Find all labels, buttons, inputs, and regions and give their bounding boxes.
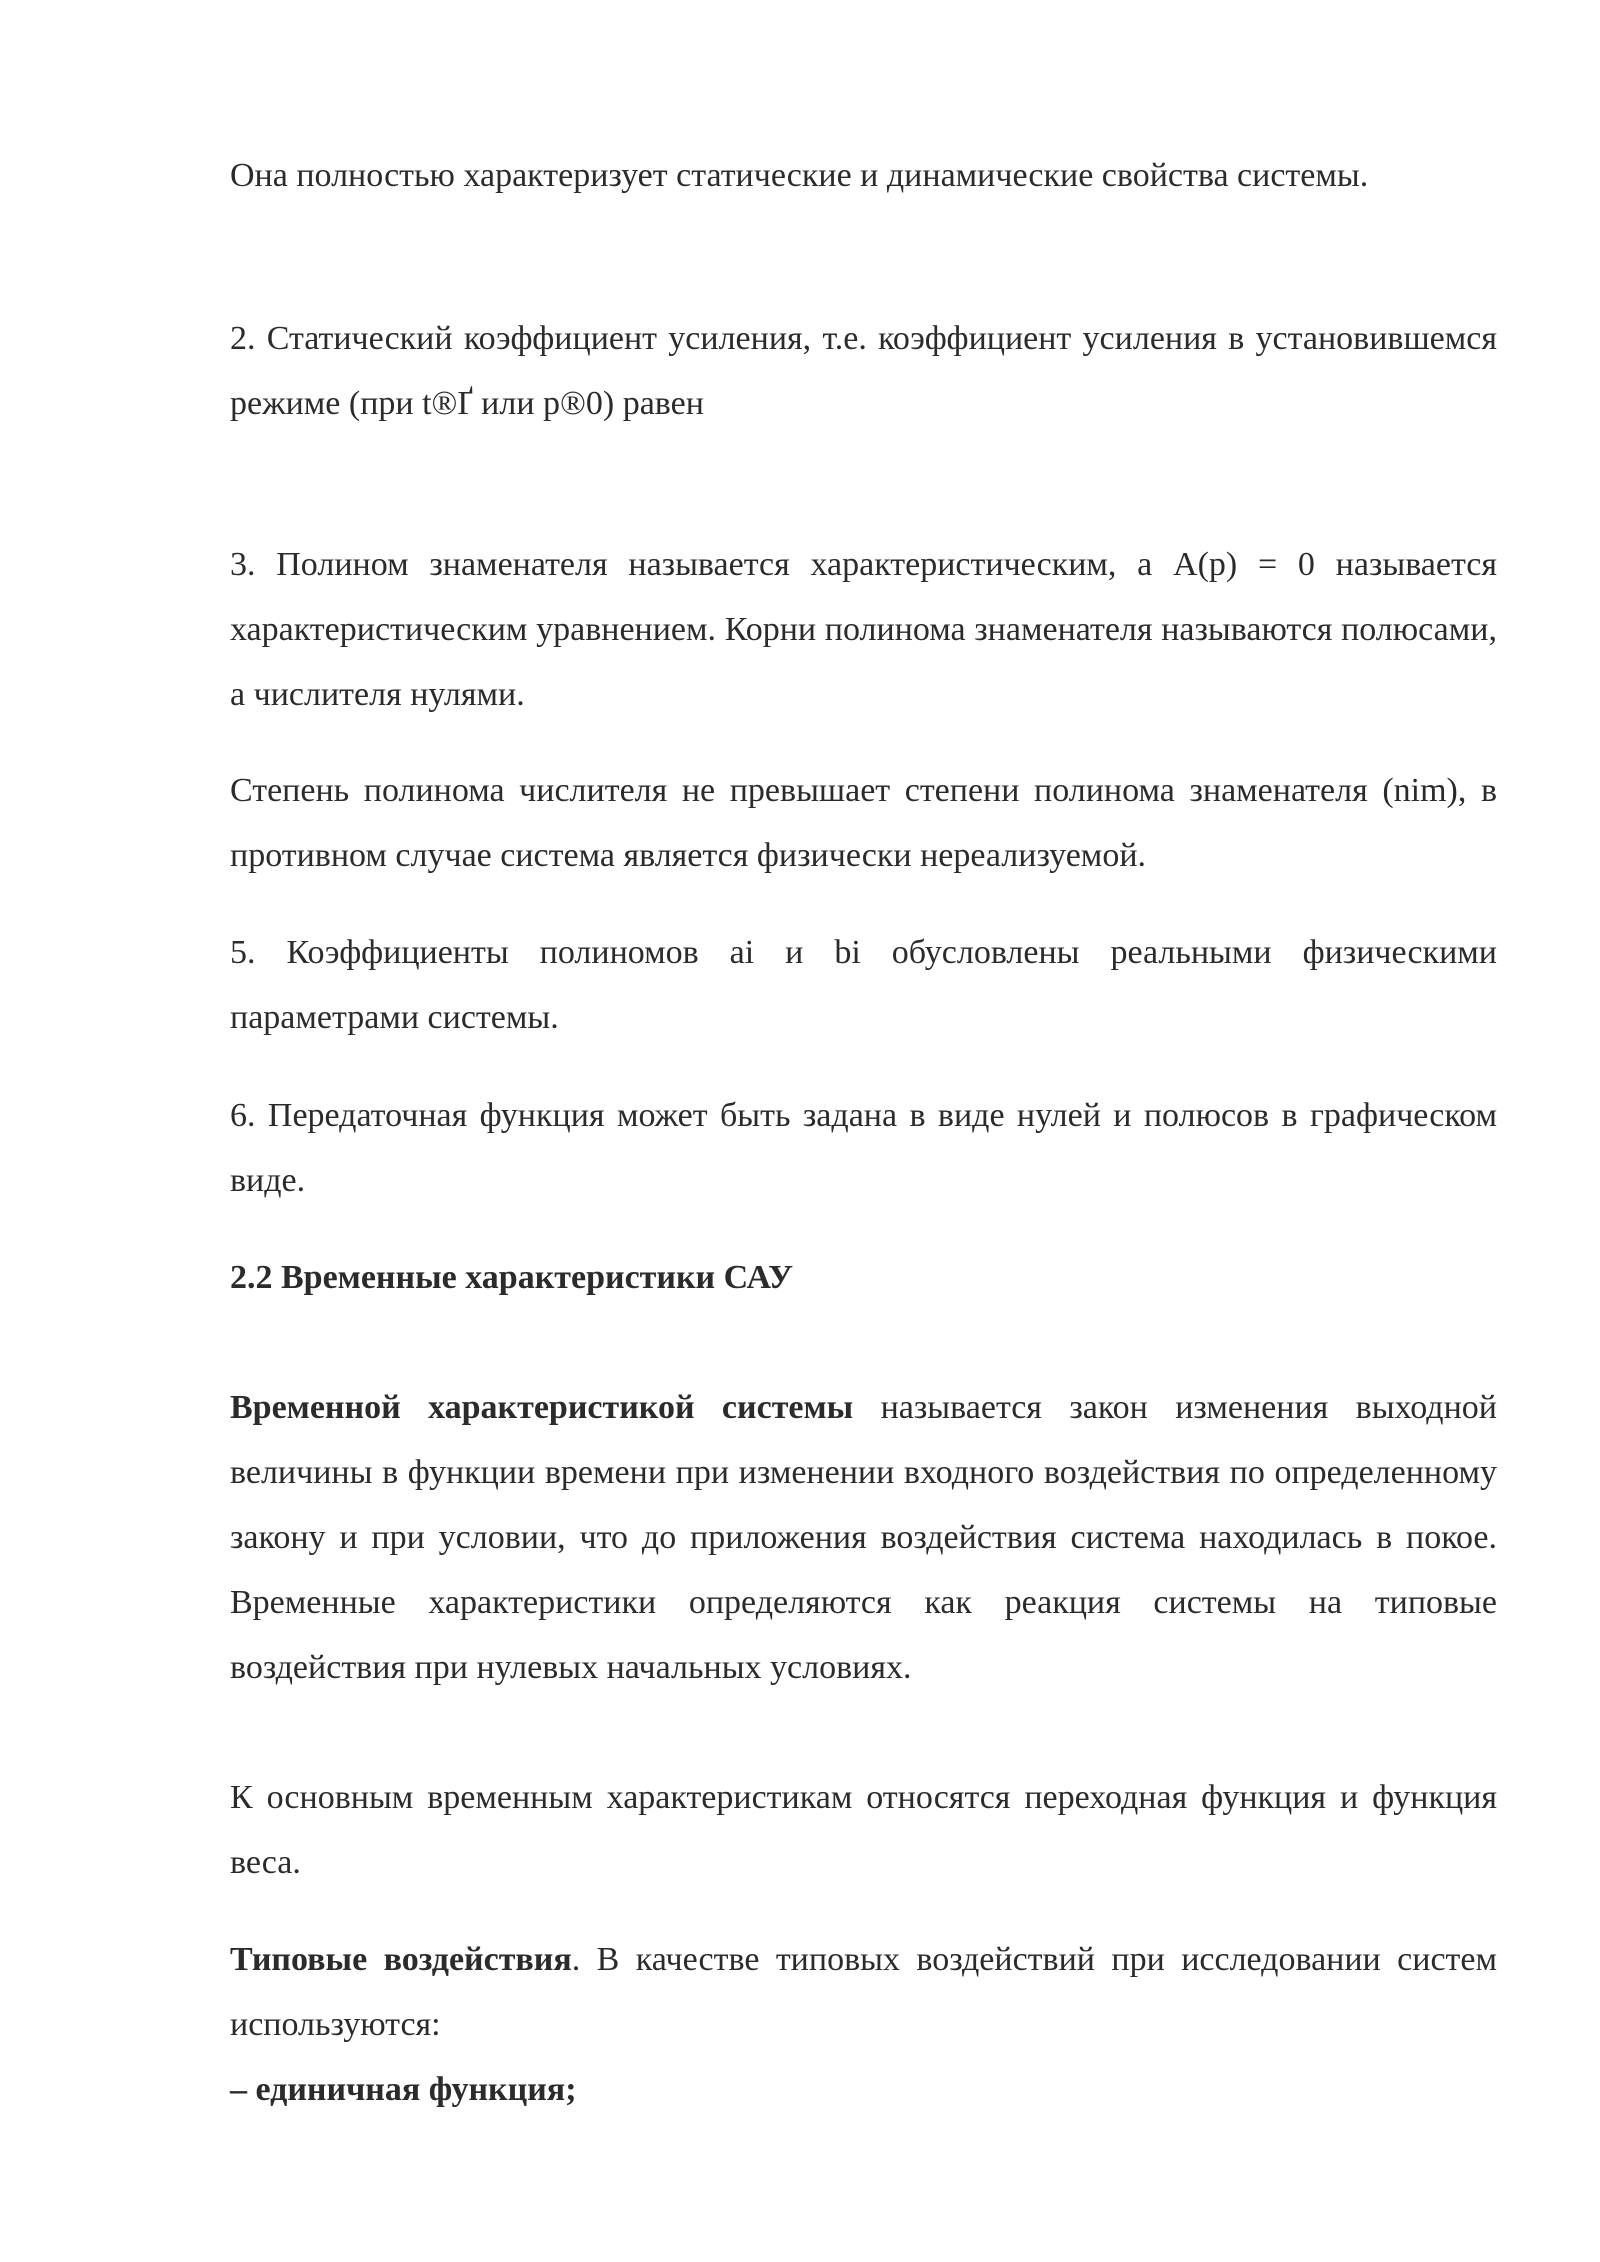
- term-time-characteristic: Временной характеристикой системы: [230, 1389, 854, 1426]
- paragraph-time-characteristic: [230, 1375, 1497, 1700]
- paragraph-polynomial-degree: Степень полинома числителя не превышает степени полинома знаменателя (nіm), в противном случае система является физически нереализуемой.: [230, 772, 1497, 874]
- definition-typical-inputs: . В качестве типовых воздействий при исследовании систем используются:: [230, 1941, 1498, 2043]
- list-item-unit-function: – единичная функция;: [230, 2071, 577, 2108]
- term-typical-inputs: Типовые воздействия: [230, 1941, 572, 1978]
- paragraph-denominator-polynomial: 3. Полином знаменателя называется характеристическим, а A(p) = 0 называется характеристическим уравнением. Корни полинома знаменателя называются полюсами, а числителя нулями.: [230, 546, 1497, 713]
- paragraph-coefficients: 5. Коэффициенты полиномов ai и bi обусловлены реальными физическими параметрами системы.: [230, 934, 1497, 1036]
- paragraph-static-gain: 2. Статический коэффициент усиления, т.е. коэффициент усиления в установившемся режиме (при t®Ґ или p®0) равен: [230, 320, 1497, 422]
- paragraph-typical-inputs: [230, 1927, 1497, 2057]
- paragraph-main-characteristics: К основным временным характеристикам относятся переходная функция и функция веса.: [230, 1779, 1497, 1881]
- section-heading: 2.2 Временные характеристики САУ: [230, 1259, 794, 1296]
- paragraph-system-properties: Она полностью характеризует статические и динамические свойства системы.: [230, 157, 1369, 194]
- definition-time-characteristic: называется закон изменения выходной величины в функции времени при изменении входного воздействия по определенному закону и при условии, что до приложения воздействия система находилась в покое. Временные характеристики определяются как реакция системы на типовые воздействия при нулевых начальных условиях.: [230, 1389, 1497, 1686]
- paragraph-transfer-function: 6. Передаточная функция может быть задана в виде нулей и полюсов в графическом виде.: [230, 1097, 1497, 1199]
